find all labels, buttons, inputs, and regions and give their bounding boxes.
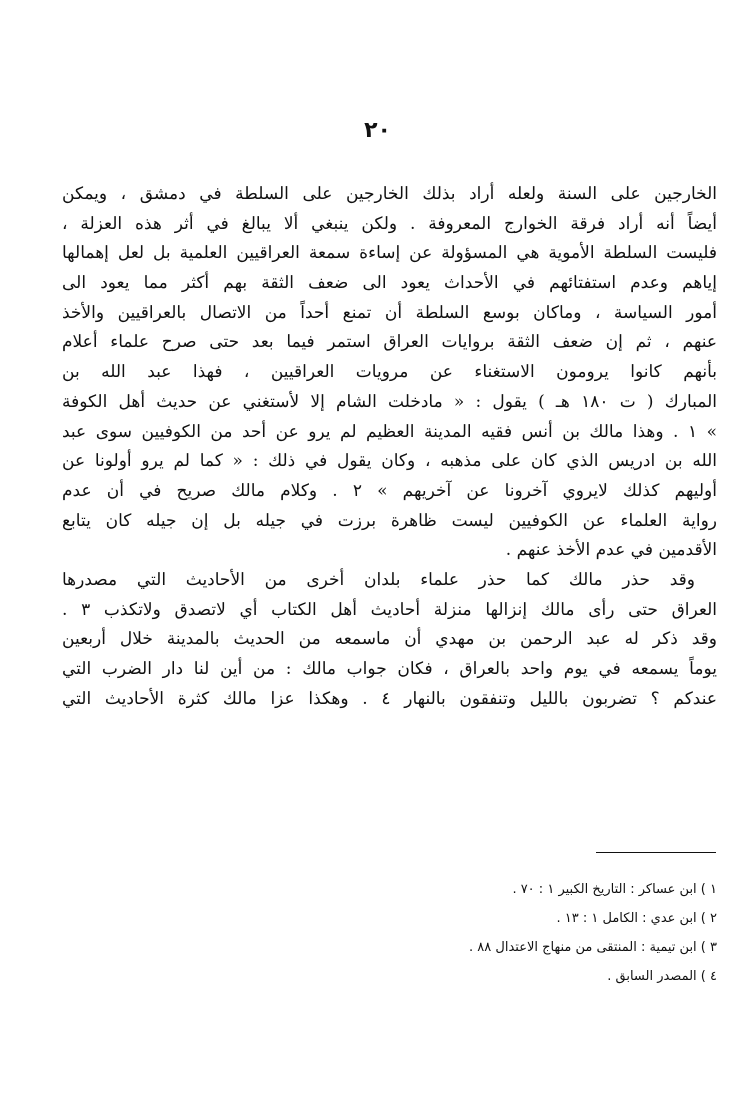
footnote-1: ١ ) ابن عساكر : التاريخ الكبير ١ : ٧٠ . <box>512 882 717 897</box>
body-line-9: » ١ . وهذا مالك بن أنس فقيه المدينة العظيم لم يرو عن أحد من الكوفيين سوى عبد <box>62 421 717 442</box>
body-line-10: الله بن ادريس الذي كان على مذهبه ، وكان يقول في ذلك : « كما لم يرو أولونا عن <box>62 451 717 472</box>
body-line-7: بأنهم كانوا يرومون الاستغناء عن مرويات العراقيين ، فهذا عبد الله بن <box>62 362 717 383</box>
footnotes <box>62 875 717 991</box>
body-line-2: أيضاً أنه أراد فرقة الخوارج المعروفة . ولكن ينبغي ألا يبالغ في أثر هذه العزلة ، <box>62 213 717 234</box>
body-line-18: عندكم ؟ تضربون بالليل وتنفقون بالنهار ٤ . وهكذا عزا مالك كثرة الأحاديث التي <box>62 688 717 709</box>
body-text <box>62 180 717 714</box>
footnote-3: ٣ ) ابن تيمية : المنتقى من منهاج الاعتدال ٨٨ . <box>469 940 717 955</box>
body-line-13: الأقدمين في عدم الأخذ عنهم . <box>505 540 717 561</box>
body-line-3: فليست السلطة الأموية هي المسؤولة عن إساءة سمعة العراقيين العلمية بل لعل إهمالها <box>62 243 717 264</box>
body-line-15: العراق حتى رأى مالك إنزالها منزلة أحاديث أهل الكتاب أي لاتصدق ولاتكذب ٣ . <box>62 599 717 620</box>
body-line-8: المبارك ( ت ١٨٠ هـ ) يقول : « مادخلت الشام إلا لأستغني عن حديث أهل الكوفة <box>62 391 717 412</box>
body-line-16: وقد ذكر له عبد الرحمن بن مهدي أن ماسمعه من الحديث بالمدينة خلال أربعين <box>62 629 717 650</box>
footnote-2: ٢ ) ابن عدي : الكامل ١ : ١٣ . <box>556 911 717 926</box>
body-line-1: الخارجين على السنة ولعله أراد بذلك الخارجين على السلطة في دمشق ، ويمكن <box>62 184 717 204</box>
body-line-6: عنهم ، ثم إن ضعف الثقة بروايات العراق استمر فيما بعد حتى صرح علماء أعلام <box>62 332 717 353</box>
body-line-14: وقد حذر مالك كما حذر علماء بلدان أخرى من الأحاديث التي مصدرها <box>62 569 695 590</box>
body-line-5: أمور السياسة ، وماكان بوسع السلطة أن تمنع أحداً من الاتصال بالعراقيين والأخذ <box>62 302 717 323</box>
body-line-17: يوماً يسمعه في يوم واحد بالعراق ، فكان جواب مالك : من أين لنا دار الضرب التي <box>62 659 717 679</box>
footnote-4: ٤ ) المصدر السابق . <box>607 969 717 984</box>
body-line-11: أوليهم كذلك لايروي آخرونا عن آخريهم » ٢ . وكلام مالك صريح في أن عدم <box>62 480 717 501</box>
footnote-separator <box>596 852 716 853</box>
body-line-4: إياهم وعدم استفتائهم في الأحداث يعود الى ضعف الثقة بهم أكثر مما يعود الى <box>62 273 717 294</box>
body-line-12: رواية العلماء عن الكوفيين ليست ظاهرة برزت في جيله بل إن جيله كان يتابع <box>62 510 717 531</box>
page-number: ٢٠ <box>364 118 391 143</box>
